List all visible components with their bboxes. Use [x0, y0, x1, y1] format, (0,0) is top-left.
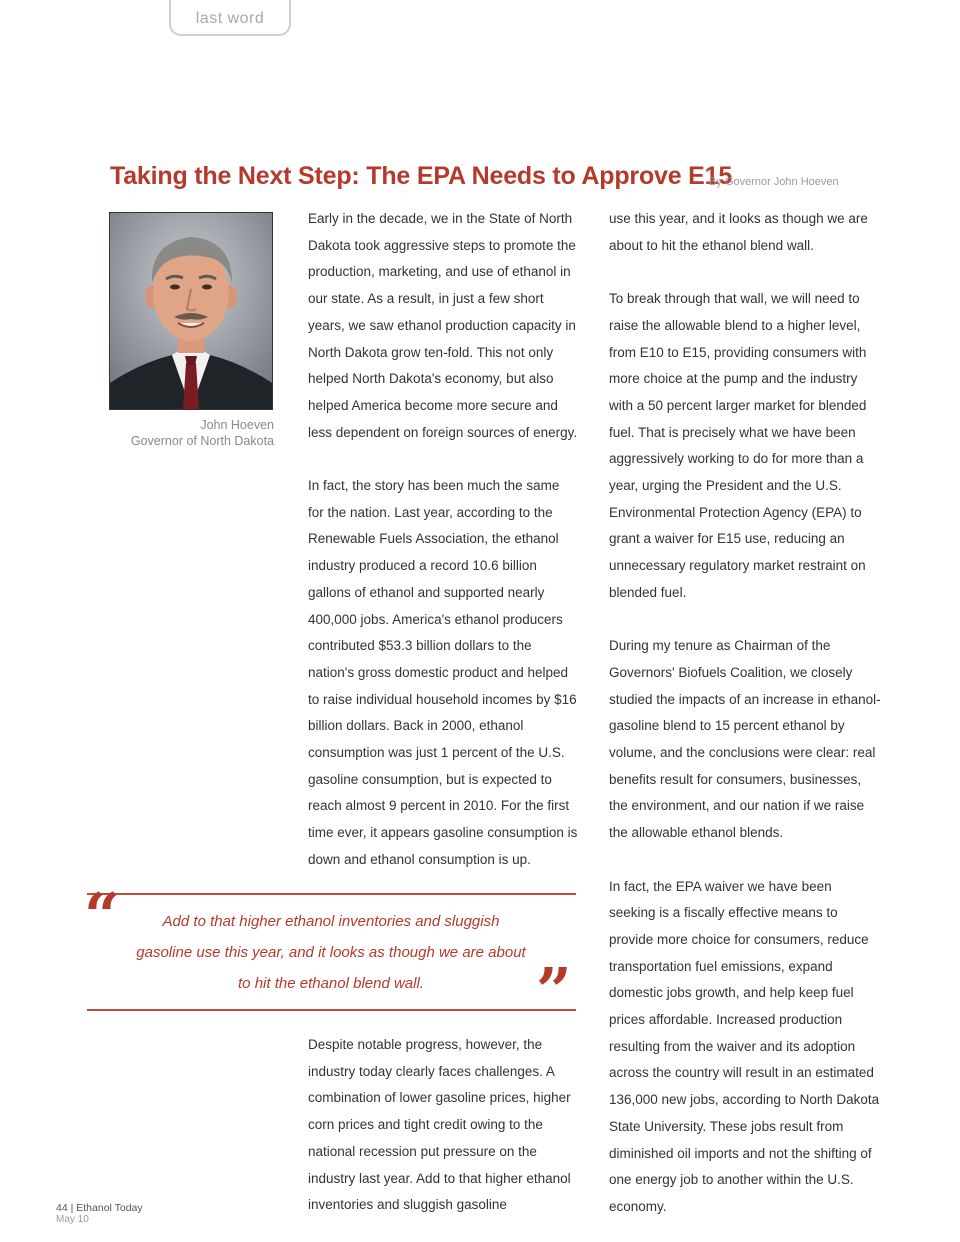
article-byline: By Governor John Hoeven — [709, 176, 839, 188]
issue-date: May 10 — [56, 1214, 89, 1225]
body-column-middle-top — [308, 206, 578, 874]
page-footer — [56, 1202, 143, 1214]
body-paragraph: Early in the decade, we in the State of North Dakota took aggressive steps to promote the production, marketing, and use of ethanol in our state. As a result, in just a few short years, we saw ethanol production capacity in North Dakota grow ten-fold. This not only helped North Dakota's economy, but also helped America become more secure and less dependent on foreign sources of energy. — [308, 211, 578, 440]
body-paragraph: To break through that wall, we will need to raise the allowable blend to a higher level, from E10 to E15, providing consumers with more choice at the pump and the industry with a 50 percent larger market for blended fuel. That is precisely what we have been aggressively working to do for more than a year, urging the President and the U.S. Environmental Protection Agency (EPA) to grant a waiver for E15 use, reducing an unnecessary regulatory market restraint on blended fuel. — [609, 291, 867, 600]
section-tab — [169, 0, 291, 36]
section-tab-label: last word — [195, 10, 265, 27]
author-photo — [109, 212, 273, 410]
publication-name: Ethanol Today — [76, 1202, 143, 1214]
body-column-right — [609, 206, 881, 1221]
photo-caption-name: John Hoeven — [200, 418, 274, 432]
footer-separator: | — [70, 1202, 74, 1214]
photo-caption-title: Governor of North Dakota — [130, 434, 274, 448]
body-paragraph: Despite notable progress, however, the industry today clearly faces challenges. A combination of lower gasoline prices, higher corn prices and tight credit owing to the national recession put pressure on the industry last year. Add to that higher ethanol inventories and sluggish gasoline — [308, 1037, 571, 1213]
article-title: Taking the Next Step: The EPA Needs to Approve E15 — [110, 162, 733, 190]
body-paragraph: In fact, the EPA waiver we have been seeking is a fiscally effective means to provide more choice for consumers, reduce transportation fuel emissions, expand domestic jobs growth, and help keep fuel prices affordable. Increased production resulting from the waiver and its adoption across the country will result in an estimated 136,000 new jobs, according to North Dakota State University. These jobs result from diminished oil imports and not the shifting of one energy job to another within the U.S. economy. — [609, 878, 880, 1214]
page-number: 44 — [56, 1202, 68, 1214]
pull-quote-text: Add to that higher ethanol inventories and sluggish gasoline use this year, and it looks as though we are about to hit the ethanol blend wall. — [136, 913, 526, 992]
body-paragraph: In fact, the story has been much the same for the nation. Last year, according to the Renewable Fuels Association, the ethanol industry produced a record 10.6 billion gallons of ethanol and supported nearly 400,000 jobs. America's ethanol producers contributed $53.3 billion dollars to the nation's gross domestic product and helped to raise individual household incomes by $16 billion dollars. Back in 2000, ethanol consumption was just 1 percent of the U.S. gasoline consumption, but is expected to reach almost 9 percent in 2010. For the first time ever, it appears gasoline consumption is down and ethanol consumption is up. — [308, 478, 578, 867]
body-paragraph: use this year, and it looks as though we are about to hit the ethanol blend wall. — [609, 211, 868, 253]
close-quote-icon: ” — [536, 954, 572, 1027]
body-column-middle-bottom — [308, 1032, 578, 1219]
open-quote-icon: “ — [84, 879, 120, 952]
body-paragraph: During my tenure as Chairman of the Governors' Biofuels Coalition, we closely studied the impacts of an increase in ethanol-gasoline blend to 15 percent ethanol by volume, and the conclusions were clear: real benefits result for consumers, businesses, the environment, and our nation if we raise the allowable ethanol blends. — [609, 638, 881, 841]
